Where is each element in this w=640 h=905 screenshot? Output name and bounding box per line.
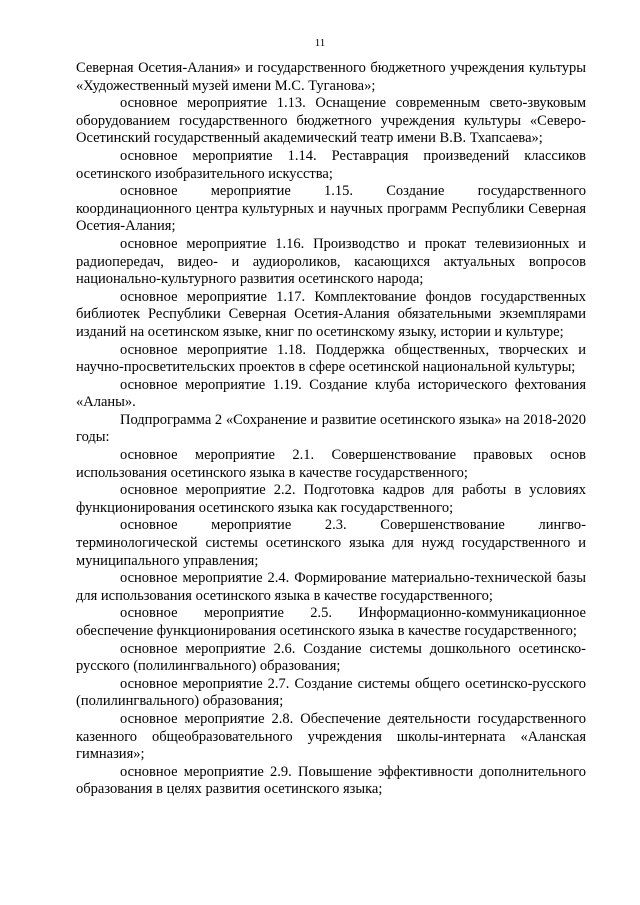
paragraph: основное мероприятие 1.16. Производство и прокат телевизионных и радиопередач, видео- и аудиороликов, касающихся актуальных вопросов национально-культурного развития осетинского народа; xyxy=(76,235,586,288)
paragraph: Северная Осетия-Алания» и государственного бюджетного учреждения культуры «Художественный музей имени М.С. Туганова»; xyxy=(76,60,586,94)
paragraph: основное мероприятие 2.7. Создание системы общего осетинско-русского (полилингвального) образования; xyxy=(76,675,586,710)
paragraph: основное мероприятие 2.5. Информационно-коммуникационное обеспечение функционирования осетинского языка в качестве государственного; xyxy=(76,605,586,639)
paragraph: основное мероприятие 2.6. Создание системы дошкольного осетинско-русского (полилингвального) образования; xyxy=(76,640,586,675)
paragraph: основное мероприятие 1.19. Создание клуба исторического фехтования «Аланы». xyxy=(76,376,586,411)
paragraph: основное мероприятие 2.1. Совершенствование правовых основ использования осетинского языка в качестве государственного; xyxy=(76,447,586,481)
paragraph: основное мероприятие 2.3. Совершенствование лингво-терминологической системы осетинского языка для нужд государственного и муниципального управления; xyxy=(76,517,586,569)
document-body xyxy=(76,60,586,799)
page-number: 11 xyxy=(314,37,326,49)
paragraph: основное мероприятие 2.2. Подготовка кадров для работы в условиях функционирования осетинского языка как государственного; xyxy=(76,482,586,516)
paragraph: основное мероприятие 2.9. Повышение эффективности дополнительного образования в целях развития осетинского языка; xyxy=(76,763,586,798)
paragraph: основное мероприятие 1.13. Оснащение современным свето-звуковым оборудованием государственного бюджетного учреждения культуры «Северо-Осетинский государственный академический театр имени В.В. Тхапсаева»; xyxy=(76,95,586,147)
paragraph: основное мероприятие 1.18. Поддержка общественных, творческих и научно-просветительских проектов в сфере осетинской национальной культуры; xyxy=(76,341,586,376)
paragraph: основное мероприятие 2.8. Обеспечение деятельности государственного казенного общеобразовательного учреждения школы-интерната «Аланская гимназия»; xyxy=(76,710,586,763)
paragraph: основное мероприятие 1.15. Создание государственного координационного центра культурных и научных программ Республики Северная Осетия-Алания; xyxy=(76,183,586,235)
paragraph: основное мероприятие 1.17. Комплектование фондов государственных библиотек Республики Северная Осетия-Алания обязательными экземплярами изданий на осетинском языке, книг по осетинскому языку, истории и культуре; xyxy=(76,288,586,340)
paragraph: основное мероприятие 1.14. Реставрация произведений классиков осетинского изобразительного искусства; xyxy=(76,147,586,182)
paragraph: основное мероприятие 2.4. Формирование материально-технической базы для использования осетинского языка в качестве государственного; xyxy=(76,570,586,604)
subprogram-heading: Подпрограмма 2 «Сохранение и развитие осетинского языка» на 2018-2020 годы: xyxy=(76,411,586,446)
